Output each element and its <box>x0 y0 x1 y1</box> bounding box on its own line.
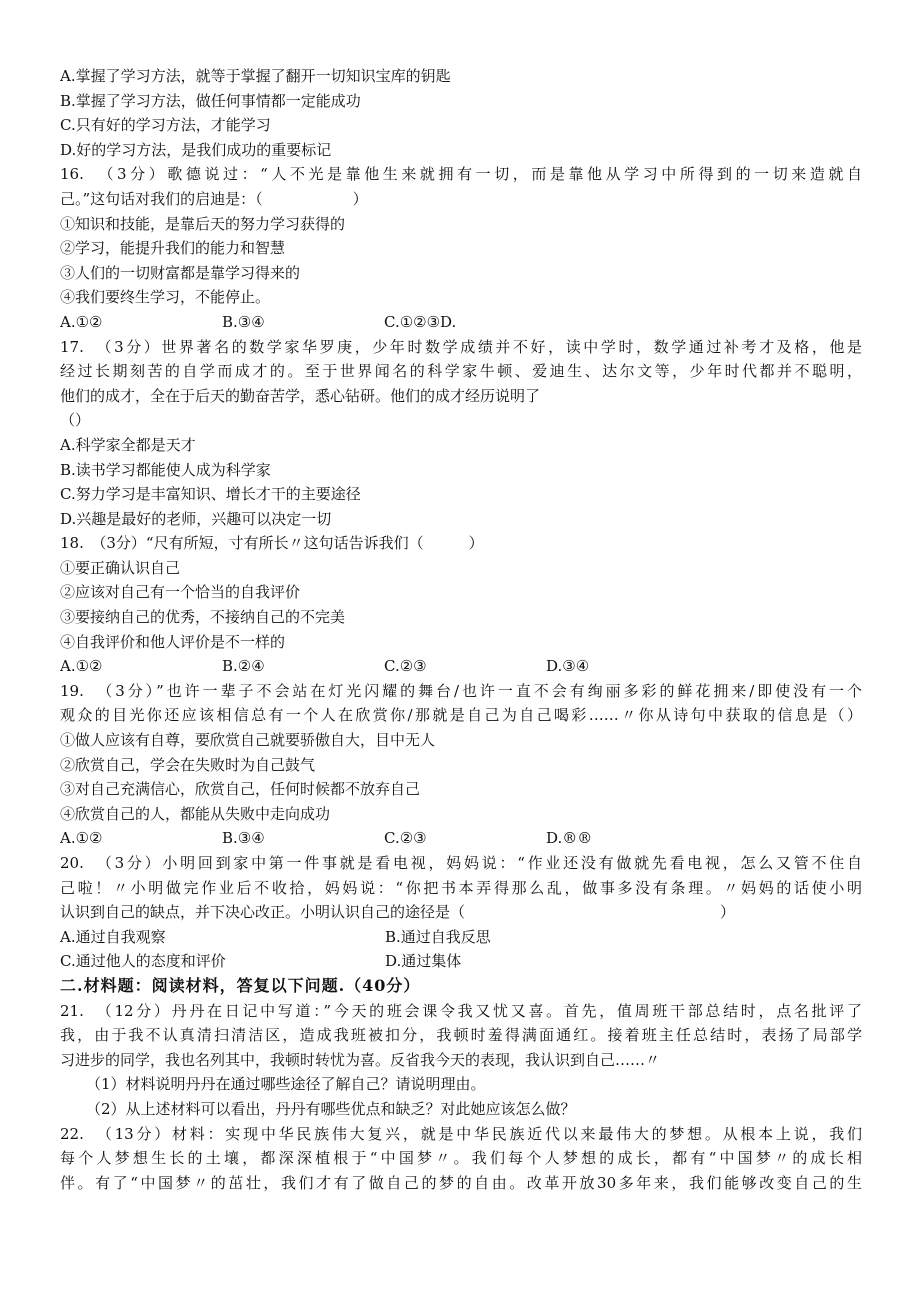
q20-option-d: D.通过集体 <box>385 952 462 971</box>
q17-stem: 17. （3分）世界著名的数学家华罗庚，少年时数学成绩并不好，读中学时，数学通过补考才及格，他是 <box>60 337 862 356</box>
q16-item-3: ③人们的一切财富都是靠学习得来的 <box>60 263 301 282</box>
q20-option-a: A.通过自我观察 <box>60 927 166 946</box>
q18-stem: 18. （3分）“尺有所短，寸有所长〃这句话告诉我们（ ） <box>60 534 484 553</box>
q16-options <box>60 310 862 335</box>
q16-option-b: B.③④ <box>222 312 265 331</box>
section-heading: 二.材料题：阅读材料，答复以下问题.（40分） <box>60 975 421 995</box>
q21-subquestion-1: （1）材料说明丹丹在通过哪些途径了解自己？请说明理由。 <box>86 1075 486 1094</box>
q18-options <box>60 654 862 679</box>
q16-item-2: ②学习，能提升我们的能力和智慧 <box>60 239 286 258</box>
q18-option-b: B.②④ <box>222 657 265 676</box>
q21-stem: 21. （12分）丹丹在日记中写道：”今天的班会课令我又忧又喜。首先，值周班干部总结时，点名批评了 <box>60 1001 862 1020</box>
q19-option-b: B.③④ <box>222 829 265 848</box>
q16-item-1: ①知识和技能，是靠后天的努力学习获得的 <box>60 214 346 233</box>
q19-item-1: ①做人应该有自尊，要欣赏自己就要骄傲自大，目中无人 <box>60 731 436 750</box>
q20-option-c: C.通过他人的态度和评价 <box>60 952 226 971</box>
q20-option-b: B.通过自我反思 <box>385 927 491 946</box>
q16-option-cd: C.①②③D. <box>384 312 457 331</box>
q19-option-c: C.②③ <box>384 829 427 848</box>
q15-option-a: A.掌握了学习方法，就等于掌握了翻开一切知识宝库的钥匙 <box>60 67 451 85</box>
q22-stem-cont2: 伴。有了“中国梦〃的茁壮，我们才有了做自己的梦的自由。改革开放30多年来，我们能够改变自己的生 <box>60 1173 862 1192</box>
q22-stem-cont1: 每个人梦想生长的土壤，都深深植根于“中国梦〃。我们每个人梦想的成长，都有“中国梦〃的成长相 <box>60 1149 862 1168</box>
q18-option-c: C.②③ <box>384 657 427 676</box>
q16-stem: 16. （3分）歌德说过：“人不光是靠他生来就拥有一切，而是靠他从学习中所得到的一切来造就自 <box>60 165 862 184</box>
q20-stem-cont1: 己啦！〃小明做完作业后不收拾，妈妈说：“你把书本弄得那么乱，做事多没有条理。〃妈妈的话使小明 <box>60 878 862 897</box>
q18-option-a: A.①② <box>60 657 103 676</box>
q17-option-b: B.读书学习都能使人成为科学家 <box>60 460 271 479</box>
q18-item-3: ③要接纳自己的优秀，不接纳自己的不完美 <box>60 608 346 627</box>
q18-option-d: D.③④ <box>546 657 590 676</box>
q16-stem-cont: 己。”这句话对我们的启迪是：（ ） <box>60 189 368 208</box>
q18-item-1: ①要正确认识自己 <box>60 558 181 577</box>
q20-options-row2 <box>60 949 862 974</box>
q22-stem: 22. （13分）材料：实现中华民族伟大复兴，就是中华民族近代以来最伟大的梦想。从根本上说，我们 <box>60 1124 862 1143</box>
q17-stem-cont2: 他们的成才，全在于后天的勤奋苦学，悉心钻研。他们的成才经历说明了 <box>60 386 541 405</box>
q19-stem-cont: 观众的目光你还应该相信总有一个人在欣赏你/那就是自己为自己喝彩……〃你从诗句中获取的信息是（） <box>60 706 862 725</box>
q19-item-4: ④欣赏自己的人，都能从失败中走向成功 <box>60 804 331 823</box>
q18-item-2: ②应该对自己有一个恰当的自我评价 <box>60 583 301 602</box>
q17-stem-cont1: 经过长期刻苦的自学而成才的。至于世界闻名的科学家牛顿、爱迪生、达尔文等，少年时代都并不聪明， <box>60 362 862 381</box>
q15-option-d: D.好的学习方法，是我们成功的重要标记 <box>60 140 332 159</box>
q19-option-a: A.①② <box>60 829 103 848</box>
q17-answer-blank: （） <box>60 411 91 430</box>
q16-option-a: A.①② <box>60 312 103 331</box>
q19-item-3: ③对自己充满信心，欣赏自己，任何时候都不放弃自己 <box>60 780 421 799</box>
q21-stem-cont1: 我，由于我不认真清扫清洁区，造成我班被扣分，我顿时羞得满面通红。接着班主任总结时，表扬了局部学 <box>60 1026 862 1045</box>
q18-item-4: ④自我评价和他人评价是不一样的 <box>60 632 286 651</box>
q17-option-a: A.科学家全都是天才 <box>60 435 196 454</box>
q21-subquestion-2: （2）从上述材料可以看出，丹丹有哪些优点和缺乏？对此她应该怎么做？ <box>86 1099 576 1118</box>
q16-item-4: ④我们要终生学习，不能停止。 <box>60 288 271 307</box>
q20-stem: 20. （3分）小明回到家中第一件事就是看电视，妈妈说：“作业还没有做就先看电视，怎么又管不住自 <box>60 854 862 872</box>
q19-item-2: ②欣赏自己，学会在失败时为自己鼓气 <box>60 755 316 774</box>
q21-stem-cont2: 习进步的同学，我也名列其中，我顿时转忧为喜。反省我今天的表现，我认识到自己……〃 <box>60 1050 661 1069</box>
q17-option-c: C.努力学习是丰富知识、增长才干的主要途径 <box>60 485 361 504</box>
q19-options <box>60 826 862 851</box>
q17-option-d: D.兴趣是最好的老师，兴趣可以决定一切 <box>60 509 332 528</box>
q20-options-row1 <box>60 925 862 950</box>
q19-stem: 19. （3分）”也许一辈子不会站在灯光闪耀的舞台/也许一直不会有绚丽多彩的鲜花拥来/即使没有一个 <box>60 681 862 700</box>
q15-option-c: C.只有好的学习方法，才能学习 <box>60 116 271 135</box>
q19-option-d: D.®® <box>546 829 593 848</box>
q20-stem-cont2: 认识到自己的缺点，并下决心改正。小明认识自己的途径是（ ） <box>60 903 736 922</box>
q15-option-b: B.掌握了学习方法，做任何事情都一定能成功 <box>60 91 361 110</box>
